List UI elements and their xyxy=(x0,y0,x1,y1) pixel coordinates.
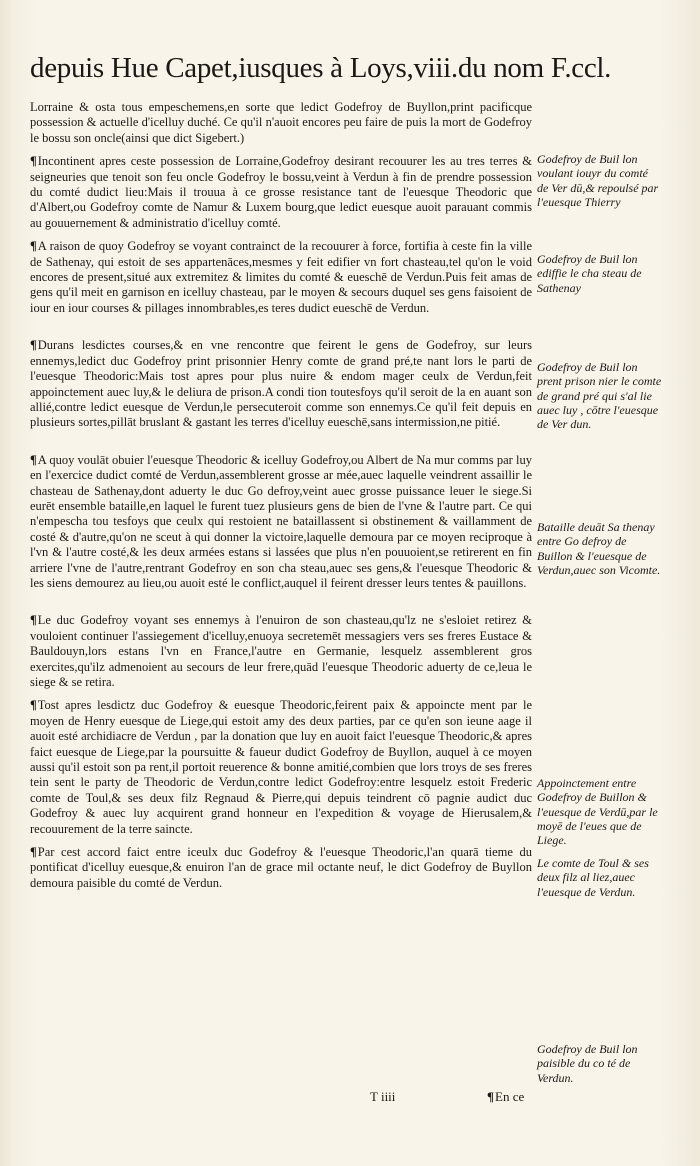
paragraph-2 xyxy=(30,154,532,231)
pilcrow-icon: ¶ xyxy=(30,613,37,628)
pilcrow-icon: ¶ xyxy=(30,239,37,254)
pilcrow-icon: ¶ xyxy=(30,845,37,860)
paragraph-4-text: Durans lesdictes courses,& en vne rencontre que feirent le gens de Godefroy, sur leurs ennemys,ledict duc Godefroy print prisonnier Henry comte de grand pré,te nant lors le parti de l'euesque Theodoric:Mais tost apres pour plus nuire & endom mager ceulx de Verdun,feit appoinctement auec luy,& le deliura de prison.A condi tion toutesfoys qu'il seroit de la en auant son allié,contre ledict euesque de Verdun,le persecuteroit comme son ennemys.Ce qu'il feit depuis en plusieurs sortes,pillāt bruslant & gastant les terres d'icelluy eueschē,sans intermission,ne pitié. xyxy=(30,338,532,430)
pilcrow-icon: ¶ xyxy=(30,338,37,353)
catchword xyxy=(487,1089,524,1105)
pilcrow-icon: ¶ xyxy=(487,1089,495,1104)
margin-note-3: Godefroy de Buil lon prent prison nier le comte de grand pré qui s'al lie auec luy , cōtre l'euesque de Ver dun. xyxy=(537,360,662,432)
margin-note-1: Godefroy de Buil lon voulant iouyr du comté de Ver dū,& repoulsé par l'euesque Thierry xyxy=(537,152,659,209)
paragraph-6-text: Le duc Godefroy voyant ses ennemys à l'enuiron de son chasteau,qu'lz ne s'esloiet retirez & vouloient continuer l'assiegement d'icelluy,enuoya secretemēt messagiers vers ses freres Eustace & Bauldouyn,lors estans l'vn en France,l'autre en Germanie, lesquelz assemblerent gros exercites,qu'ilz admenoient au secours de leur frere,quād l'euesque Theodoric aduerty de ce,leua le siege & se retira. xyxy=(30,613,532,689)
paragraph-6 xyxy=(30,613,532,690)
main-text-column xyxy=(30,100,532,891)
paragraph-3-text: A raison de quoy Godefroy se voyant contrainct de la recouurer à force, fortifia à ceste fin la ville de Sathenay, qui estoit de ses appartenāces,mesmes y feit edifier vn fort chasteau,tel qu'on le void encores de present,situé aux extremitez & limites du comté & eueschē de Verdun.Puis feit amas de gens qu'il meit en garnison en icelluy chasteau, par le moyen & secours duquel ses gens faisoient de iour en iour courses & pillages innombrables,es teres dudict eueschē de Verdun. xyxy=(30,239,532,315)
signature-mark: T iiii xyxy=(370,1089,396,1104)
paragraph-5-text: A quoy voulāt obuier l'euesque Theodoric & icelluy Godefroy,ou Albert de Na mur comms par luy en l'exercice dudict comté de Verdun,assemblerent grosse ar mée,auec laquelle veindrent assaillir le chasteau de Sathenay,dont aduerty le duc Go defroy,veint auec grosse puissance leuer le siege.Si eurēt ensemble bataille,en laquel le furent tuez plusieurs gens de bien de l'vne & l'autre part. Ce qui n'empescha tou tesfoys que ceulx qui restoient ne bataillassent si obstinement & vaillamment de costé & d'autre,qu'on ne sceut à qui donner la victoire,laquelle demoura par ce moyen reciproque à l'vn & l'autre costé,& les deux armées estans si lassées que plus n'en pouuoient,se retirerent en fin arriere l'vne de l'autre,rentrant Godefroy en son cha steau,auec ses gens,& l'euesque Theodoric & les siens demourez au lieu,ou auoit esté le conflict,auquel il feirent dresser leurs tentes & pauillons. xyxy=(30,452,532,590)
running-header: depuis Hue Capet,iusques à Loys,viii.du nom F.ccl. xyxy=(30,52,612,84)
margin-note-7: Godefroy de Buil lon paisible du co té de Verdun. xyxy=(537,1042,638,1085)
paragraph-3 xyxy=(30,239,532,316)
paragraph-4 xyxy=(30,338,532,430)
margin-note-2: Godefroy de Buil lon ediffie le cha steau de Sathenay xyxy=(537,252,642,295)
pilcrow-icon: ¶ xyxy=(30,452,37,467)
pilcrow-icon: ¶ xyxy=(30,698,37,713)
margin-note-6: Le comte de Toul & ses deux filz al liez,auec l'euesque de Verdun. xyxy=(537,856,649,899)
paragraph-7-text: Tost apres lesdictz duc Godefroy & euesque Theodoric,feirent paix & appoincte ment par le moyen de Henry euesque de Liege,qui estoit amy des deux parties, par ce qu'en son ieune aage il auoit esté archidiacre de Verdun , par la donation que luy en auoit faict l'euesque Theodoric,& apres faict euesque de Liege,par la poursuitte & faueur dudict Godefroy de Buyllon, auquel à ce moyen aussi qu'il estoit son pa rent,il portoit reuerence & bonne amitié,combien que lors troys de ses freres tein sent le party de Theodoric de Verdun,contre ledict Godefroy:entre lesquelz estoit Frederic comte de Toul,& ses deux filz Regnaud & Pierre,qui depuis teindrent cō pagnie audict duc Godefroy & auec luy acquirent grand honneur en l'expedition & voyage de Hierusalem,& recouurement de la terre saincte. xyxy=(30,698,532,836)
catchword-text: En ce xyxy=(495,1089,525,1104)
pilcrow-icon: ¶ xyxy=(30,154,37,169)
paragraph-8-text: Par cest accord faict entre iceulx duc Godefroy & l'euesque Theodoric,l'an quarā tieme du pontificat d'icelluy euesque,& enuiron l'an de grace mil octante neuf, le dict Godefroy de Buyllon demoura paisible du comté de Verdun. xyxy=(30,845,532,890)
paragraph-2-text: Incontinent apres ceste possession de Lorraine,Godefroy desirant recouurer les au tres terres & seigneuries que tenoit son feu oncle Godefroy le bossu,veint à Verdun à fin de prendre possession du comté dudict lieu:Mais il trouua à ce grosse resistance tant de l'euesque Theodoric que d'Albert,ou Godefroy comte de Namur & Luxem bourg,que ledict euesque auoit parauant commis au gouuernement & administratio d'icelluy comté. xyxy=(30,154,532,230)
paragraph-8 xyxy=(30,845,532,891)
paragraph-5 xyxy=(30,453,532,592)
paragraph-7 xyxy=(30,698,532,837)
margin-note-4: Bataille deuāt Sa thenay entre Go defroy de Buillon & l'euesque de Verdun,auec son Vicomte. xyxy=(537,520,661,577)
paragraph-1: Lorraine & osta tous empeschemens,en sorte que ledict Godefroy de Buyllon,print pacificque possession & actuelle d'icelluy duché. Ce qu'il n'auoit encores peu faire de puis la mort de Godefroy le bossu son oncle(ainsi que dict Sigebert.) xyxy=(30,100,532,145)
margin-note-5: Appoinctement entre Godefroy de Buillon & l'euesque de Verdū,par le moyē de l'eues que de Liege. xyxy=(537,776,658,848)
